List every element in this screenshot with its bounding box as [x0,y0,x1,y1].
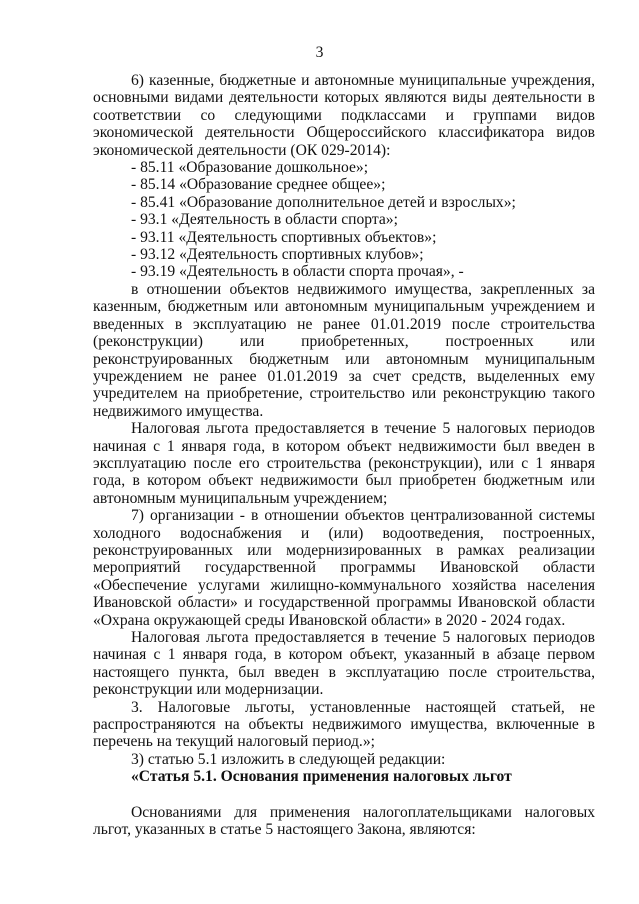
article-5-1-intro: Основаниями для применения налогоплательщиками налоговых льгот, указанных в статье 5 настоящего Закона, являются: [93,803,595,839]
item-6-benefit-paragraph: Налоговая льгота предоставляется в течение 5 налоговых периодов начиная с 1 января года, в котором объект недвижимости был введен в эксплуатацию после его строительства (реконструкции), или с 1 января года, в котором объект недвижимости был приобретен бюджетным или автономным муниципальным учреждением; [93,420,595,507]
okved-code-item: - 93.11 «Деятельность спортивных объектов»; [131,228,437,246]
item-7-intro: 7) организации - в отношении объектов централизованной системы холодного водоснабжения и (или) водоотведения, построенных, реконструированных или модернизированных в рамках реализации мероприятий государственной программы Ивановской области «Обеспечение услугами жилищно-коммунального хозяйства населения Ивановской области» и государственной программы Ивановской области «Охрана окружающей среды Ивановской области» в 2020 - 2024 годах. [93,507,595,629]
okved-code-item: - 85.14 «Образование среднее общее»; [131,176,386,194]
amendment-3-paragraph: 3) статью 5.1 изложить в следующей редакции: [131,750,446,768]
clause-3-paragraph: 3. Налоговые льготы, установленные настоящей статьей, не распространяются на объекты недвижимого имущества, включенные в перечень на текущий налоговый период.»; [93,698,595,751]
item-7-benefit-paragraph: Налоговая льгота предоставляется в течение 5 налоговых периодов начиная с 1 января года, в котором объект, указанный в абзаце первом настоящего пункта, был введен в эксплуатацию после строительства, реконструкции или модернизации. [93,629,595,699]
article-5-1-heading: «Статья 5.1. Основания применения налоговых льгот [131,768,512,786]
item-6-objects-paragraph: в отношении объектов недвижимого имущества, закрепленных за казенным, бюджетным или автономным муниципальным учреждением и введенных в эксплуатацию не ранее 01.01.2019 после строительства (реконструкции) или приобретенных, построенных или реконструированных бюджетным или автономным муниципальным учреждением не ранее 01.01.2019 за счет средств, выделенных ему учредителем на приобретение, строительство или реконструкцию такого недвижимого имущества. [93,280,595,420]
okved-code-item: - 85.11 «Образование дошкольное»; [131,159,369,177]
document-body [93,72,595,838]
item-6-intro: 6) казенные, бюджетные и автономные муниципальные учреждения, основными видами деятельности которых являются виды деятельности в соответствии со следующими подклассами и группами видов экономической деятельности Общероссийского классификатора видов экономической деятельности (ОК 029-2014): [93,72,595,159]
okved-code-item: - 93.1 «Деятельность в области спорта»; [131,211,398,229]
okved-code-item: - 85.41 «Образование дополнительное детей и взрослых»; [131,193,516,211]
okved-code-item: - 93.19 «Деятельность в области спорта прочая», - [131,263,464,281]
page-number: 3 [315,44,324,61]
okved-code-item: - 93.12 «Деятельность спортивных клубов»; [131,246,424,264]
